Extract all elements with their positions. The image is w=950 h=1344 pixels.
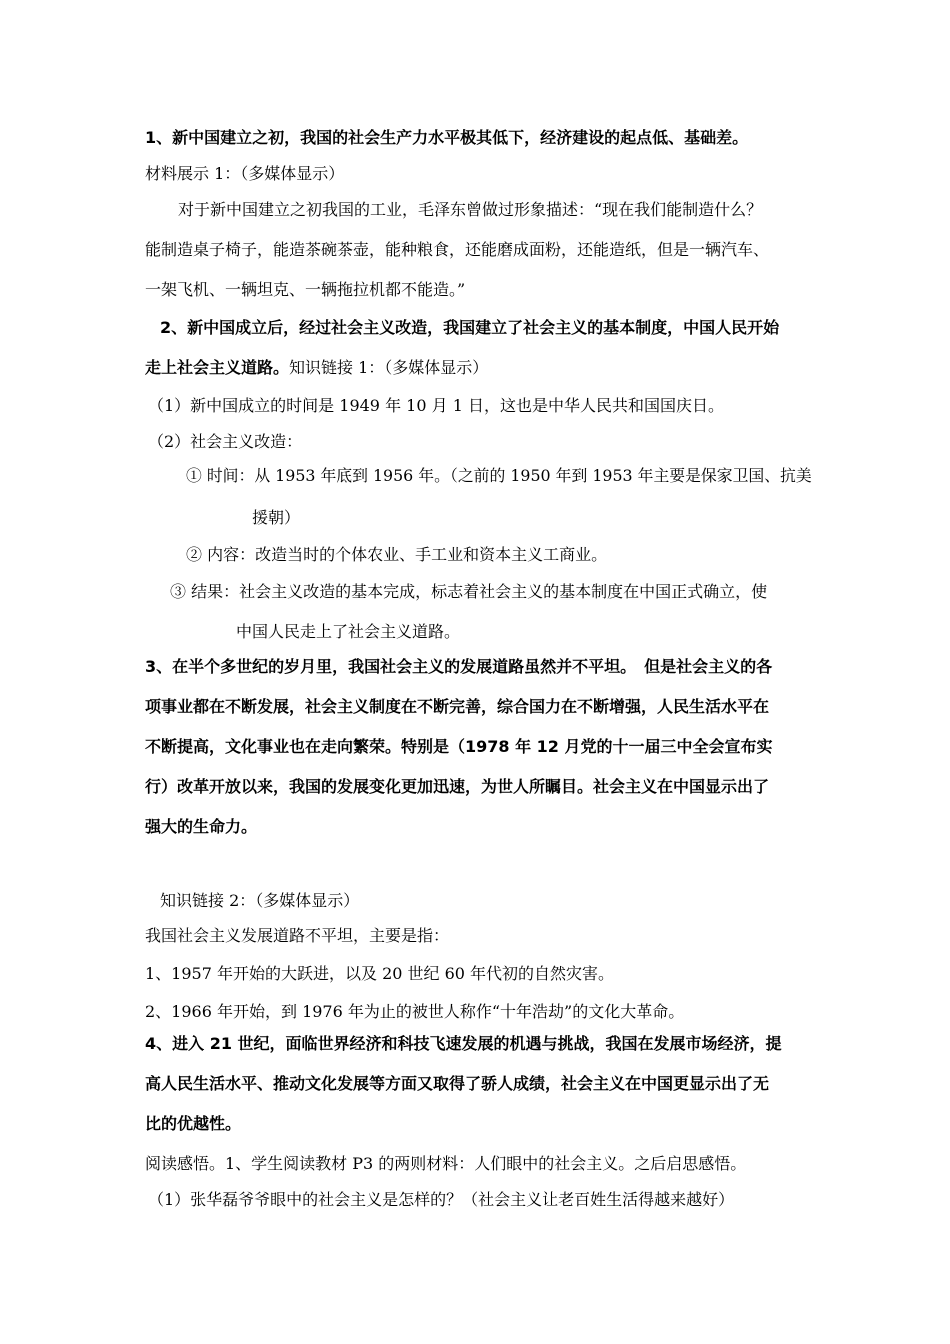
plain-text: ② 内容：改造当时的个体农业、手工业和资本主义工商业。 bbox=[186, 545, 608, 564]
text-line bbox=[186, 545, 607, 565]
bold-text: 行）改革开放以来，我国的发展变化更加迅速，为世人所瞩目。社会主义在中国显示出了 bbox=[145, 777, 770, 796]
text-line bbox=[236, 622, 460, 642]
text-line bbox=[145, 1154, 746, 1174]
text-line bbox=[170, 582, 767, 602]
text-line bbox=[148, 1190, 734, 1210]
text-line bbox=[145, 280, 465, 300]
plain-text: 能制造桌子椅子，能造茶碗茶壶，能种粮食，还能磨成面粉，还能造纸，但是一辆汽车、 bbox=[145, 240, 770, 259]
text-line bbox=[148, 432, 302, 452]
text-line bbox=[145, 777, 769, 797]
text-line bbox=[145, 817, 257, 837]
bold-text: 强大的生命力。 bbox=[145, 817, 258, 836]
text-line bbox=[145, 737, 773, 757]
plain-text: 援朝） bbox=[252, 508, 301, 527]
bold-text: 不断提高，文化事业也在走向繁荣。特别是（1978 年 12 月党的十一届三中全会宣布实 bbox=[145, 737, 773, 756]
text-line bbox=[252, 508, 300, 528]
text-line bbox=[145, 1114, 241, 1134]
plain-text: 知识链接 1：（多媒体显示） bbox=[289, 358, 489, 377]
bold-text: 走上社会主义道路。 bbox=[145, 358, 290, 377]
plain-text: 中国人民走上了社会主义道路。 bbox=[236, 622, 461, 641]
bold-text: 4、进入 21 世纪，面临世界经济和科技飞速发展的机遇与挑战，我国在发展市场经济，提 bbox=[145, 1034, 782, 1053]
plain-text: （2）社会主义改造： bbox=[148, 432, 303, 451]
plain-text: （1）新中国成立的时间是 1949 年 10 月 1 日，这也是中华人民共和国国庆日。 bbox=[148, 396, 724, 415]
text-line bbox=[145, 1002, 684, 1022]
bold-text: 1、新中国建立之初，我国的社会生产力水平极其低下，经济建设的起点低、基础差。 bbox=[145, 128, 749, 147]
plain-text: 一架飞机、一辆坦克、一辆拖拉机都不能造。” bbox=[145, 280, 466, 299]
plain-text: 对于新中国建立之初我国的工业，毛泽东曾做过形象描述：“现在我们能制造什么？ bbox=[178, 200, 763, 219]
text-line bbox=[160, 891, 359, 911]
plain-text: ③ 结果：社会主义改造的基本完成，标志着社会主义的基本制度在中国正式确立，使 bbox=[170, 582, 768, 601]
bold-text: 3、在半个多世纪的岁月里，我国社会主义的发展道路虽然并不平坦。 但是社会主义的各 bbox=[145, 657, 773, 676]
text-line bbox=[148, 396, 724, 416]
plain-text: ① 时间：从 1953 年底到 1956 年。（之前的 1950 年到 1953 年主要是保家卫国、抗美 bbox=[186, 466, 812, 485]
text-line bbox=[178, 200, 762, 220]
text-line bbox=[145, 164, 344, 184]
text-line bbox=[186, 466, 812, 486]
plain-text: 材料展示 1：（多媒体显示） bbox=[145, 164, 345, 183]
text-line bbox=[145, 128, 748, 148]
text-line bbox=[145, 964, 614, 984]
plain-text: 1、1957 年开始的大跃进，以及 20 世纪 60 年代初的自然灾害。 bbox=[145, 964, 615, 983]
plain-text: 知识链接 2：（多媒体显示） bbox=[160, 891, 360, 910]
text-line bbox=[145, 240, 769, 260]
bold-text: 2、新中国成立后，经过社会主义改造，我国建立了社会主义的基本制度，中国人民开始 bbox=[160, 318, 780, 337]
bold-text: 项事业都在不断发展，社会主义制度在不断完善，综合国力在不断增强，人民生活水平在 bbox=[145, 697, 770, 716]
text-line bbox=[145, 1034, 782, 1054]
text-line bbox=[145, 358, 488, 378]
plain-text: （1）张华磊爷爷眼中的社会主义是怎样的？（社会主义让老百姓生活得越来越好） bbox=[148, 1190, 735, 1209]
bold-text: 高人民生活水平、推动文化发展等方面又取得了骄人成绩，社会主义在中国更显示出了无 bbox=[145, 1074, 770, 1093]
text-line bbox=[145, 926, 449, 946]
bold-text: 比的优越性。 bbox=[145, 1114, 242, 1133]
plain-text: 我国社会主义发展道路不平坦，主要是指： bbox=[145, 926, 450, 945]
plain-text: 阅读感悟。1、学生阅读教材 P3 的两则材料：人们眼中的社会主义。之后启思感悟。 bbox=[145, 1154, 747, 1173]
plain-text: 2、1966 年开始，到 1976 年为止的被世人称作“十年浩劫”的文化大革命。 bbox=[145, 1002, 685, 1021]
text-line bbox=[160, 318, 779, 338]
text-line bbox=[145, 657, 772, 677]
text-line bbox=[145, 1074, 769, 1094]
text-line bbox=[145, 697, 769, 717]
